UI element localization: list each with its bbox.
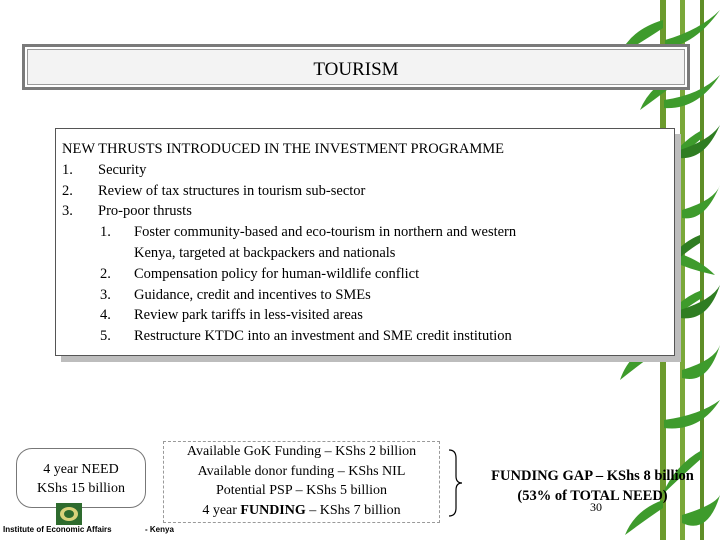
- source-gok: Available GoK Funding – KShs 2 billion: [186, 444, 417, 459]
- sub-list-number: 1.: [100, 224, 111, 241]
- source-donor: Available donor funding – KShs NIL: [197, 463, 406, 479]
- sub-list-item: [62, 285, 674, 306]
- need-line2: KShs 15 billion: [37, 481, 125, 496]
- list-number: 2.: [62, 182, 73, 199]
- content-box: [55, 128, 675, 356]
- sub-list-text: Guidance, credit and incentives to SMEs: [134, 286, 371, 303]
- list-number: 3.: [62, 203, 73, 220]
- source-total-suffix: – KShs 7 billion: [305, 502, 401, 518]
- sub-list-item: [62, 222, 674, 264]
- slide-number: 30: [590, 500, 602, 514]
- sub-list-number: 4.: [100, 307, 111, 324]
- source-psp: Potential PSP – KShs 5 billion: [215, 483, 387, 498]
- funding-sources-box: [163, 441, 440, 523]
- sub-list-text: Compensation policy for human-wildlife conflict: [134, 265, 420, 282]
- list-number: 1.: [62, 161, 73, 178]
- page-title: TOURISM: [313, 59, 399, 80]
- list-text: Security: [98, 161, 147, 178]
- sub-list-text: Restructure KTDC into an investment and SME credit institution: [134, 328, 512, 345]
- sub-list-number: 5.: [100, 328, 111, 345]
- title-box: [22, 44, 690, 90]
- content-heading: NEW THRUSTS INTRODUCED IN THE INVESTMENT PROGRAMME: [62, 141, 504, 157]
- list-text: Pro-poor thrusts: [98, 203, 192, 220]
- funding-gap-line2: (53% of TOTAL NEED): [517, 488, 668, 504]
- source-total-bold: FUNDING: [240, 502, 306, 518]
- sub-list-number: 2.: [100, 265, 111, 282]
- need-box: [16, 448, 146, 508]
- footer-institute: Institute of Economic Affairs: [3, 525, 112, 534]
- source-total: [164, 501, 439, 521]
- sub-list-number: 3.: [100, 286, 111, 303]
- sub-list-text: Review park tariffs in less-visited areas: [134, 307, 363, 324]
- sub-list-item: [62, 264, 674, 285]
- list-item: [62, 160, 674, 181]
- footer-country: - Kenya: [145, 525, 174, 534]
- need-line1: 4 year NEED: [43, 462, 119, 477]
- funding-gap-line1: FUNDING GAP – KShs 8 billion: [491, 468, 694, 484]
- sub-list-text-cont: Kenya, targeted at backpackers and nationals: [134, 244, 396, 261]
- sub-list-item: [62, 326, 674, 347]
- list-text: Review of tax structures in tourism sub-sector: [98, 182, 366, 199]
- source-total-prefix: 4 year: [202, 502, 241, 518]
- list-item: [62, 181, 674, 202]
- list-item: [62, 201, 674, 222]
- institute-logo-icon: [56, 503, 82, 525]
- sub-list-item: [62, 305, 674, 326]
- sub-list-text: Foster community-based and eco-tourism in northern and western: [134, 224, 517, 241]
- brace-icon: [447, 448, 463, 518]
